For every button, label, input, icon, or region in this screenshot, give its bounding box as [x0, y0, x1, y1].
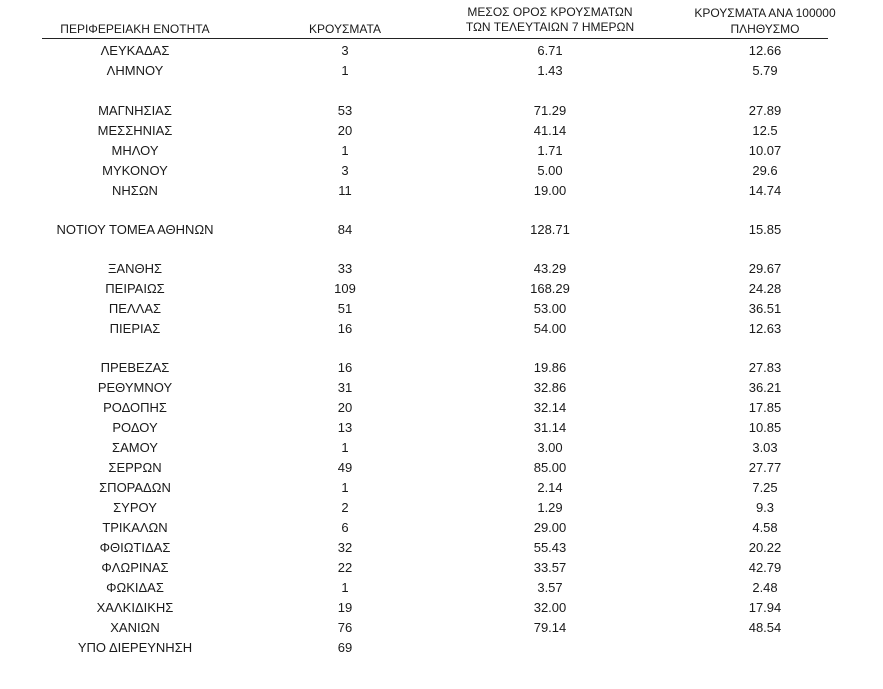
avg-cell: 1.71: [537, 143, 563, 158]
header-rule: [42, 38, 828, 39]
header-region: ΠΕΡΙΦΕΡΕΙΑΚΗ ΕΝΟΤΗΤΑ: [60, 22, 210, 36]
per100k-cell: 3.03: [752, 440, 778, 455]
table-row: [0, 141, 883, 161]
avg-cell: 53.00: [533, 301, 567, 316]
cases-cell: 51: [337, 301, 353, 316]
region-cell: ΜΑΓΝΗΣΙΑΣ: [98, 103, 172, 118]
table-row: [0, 101, 883, 121]
region-cell: ΝΗΣΩΝ: [112, 183, 158, 198]
avg-cell: 79.14: [533, 620, 567, 635]
region-cell: ΠΕΛΛΑΣ: [108, 301, 162, 316]
avg-cell: 32.86: [533, 380, 567, 395]
cases-cell: 84: [337, 222, 353, 237]
per100k-cell: 27.77: [748, 460, 782, 475]
table-row: [0, 220, 883, 240]
cases-cell: 1: [341, 580, 349, 595]
cases-cell: 20: [337, 400, 353, 415]
per100k-cell: 9.3: [755, 500, 775, 515]
region-cell: ΦΘΙΩΤΙΔΑΣ: [99, 540, 171, 555]
avg-cell: 55.43: [533, 540, 567, 555]
region-cell: ΠΕΙΡΑΙΩΣ: [105, 281, 165, 296]
avg-cell: 168.29: [530, 281, 570, 296]
per100k-cell: 5.79: [752, 63, 778, 78]
region-cell: ΠΙΕΡΙΑΣ: [109, 321, 161, 336]
avg-cell: 43.29: [533, 261, 567, 276]
per100k-cell: 36.51: [748, 301, 782, 316]
table-row: [0, 358, 883, 378]
region-cell: ΣΠΟΡΑΔΩΝ: [99, 480, 171, 495]
cases-cell: 22: [337, 560, 353, 575]
cases-cell: 32: [337, 540, 353, 555]
table-row: [0, 299, 883, 319]
cases-cell: 3: [341, 163, 349, 178]
avg-cell: 1.43: [537, 63, 563, 78]
table-row: [0, 478, 883, 498]
table-row: [0, 538, 883, 558]
table-row: [0, 458, 883, 478]
avg-cell: 31.14: [533, 420, 567, 435]
cases-cell: 53: [337, 103, 353, 118]
region-cell: ΣΥΡΟΥ: [113, 500, 157, 515]
region-cell: ΦΛΩΡΙΝΑΣ: [101, 560, 169, 575]
region-cell: ΥΠΟ ΔΙΕΡΕΥΝΗΣΗ: [77, 640, 193, 655]
cases-cell: 1: [341, 440, 349, 455]
table-row: [0, 259, 883, 279]
table-row: [0, 518, 883, 538]
cases-cell: 16: [337, 360, 353, 375]
table-row: [0, 181, 883, 201]
per100k-cell: 2.48: [752, 580, 778, 595]
per100k-cell: 27.83: [748, 360, 782, 375]
table-row: [0, 378, 883, 398]
cases-cell: 11: [338, 183, 352, 198]
per100k-cell: 20.22: [748, 540, 782, 555]
avg-cell: 19.86: [533, 360, 567, 375]
avg-cell: 1.29: [537, 500, 563, 515]
header-per100k-line2: ΠΛΗΘΥΣΜΟ: [730, 22, 800, 36]
header-avg-line2: ΤΩΝ ΤΕΛΕΥΤΑΙΩΝ 7 ΗΜΕΡΩΝ: [465, 20, 635, 34]
per100k-cell: 42.79: [748, 560, 782, 575]
region-cell: ΡΟΔΟΥ: [112, 420, 158, 435]
table-row: [0, 319, 883, 339]
region-cell: ΜΥΚΟΝΟΥ: [102, 163, 168, 178]
region-cell: ΛΗΜΝΟΥ: [106, 63, 164, 78]
region-cell: ΧΑΛΚΙΔΙΚΗΣ: [96, 600, 174, 615]
avg-cell: 3.00: [537, 440, 563, 455]
region-cell: ΜΗΛΟΥ: [111, 143, 159, 158]
per100k-cell: 15.85: [748, 222, 782, 237]
cases-cell: 49: [337, 460, 353, 475]
per100k-cell: 12.63: [748, 321, 782, 336]
avg-cell: 41.14: [533, 123, 567, 138]
table-row: [0, 498, 883, 518]
table-row: [0, 558, 883, 578]
header-per100k-line1: ΚΡΟΥΣΜΑΤΑ ΑΝΑ 100000: [694, 6, 836, 20]
avg-cell: 2.14: [537, 480, 563, 495]
region-cell: ΣΑΜΟΥ: [112, 440, 158, 455]
cases-cell: 3: [341, 43, 349, 58]
region-cell: ΦΩΚΙΔΑΣ: [106, 580, 164, 595]
cases-cell: 13: [337, 420, 353, 435]
cases-cell: 1: [341, 143, 349, 158]
table-row: [0, 578, 883, 598]
region-cell: ΡΟΔΟΠΗΣ: [103, 400, 167, 415]
per100k-cell: 27.89: [748, 103, 782, 118]
table-header: [0, 0, 883, 44]
region-cell: ΠΡΕΒΕΖΑΣ: [100, 360, 170, 375]
cases-cell: 16: [337, 321, 353, 336]
table-row: [0, 279, 883, 299]
per100k-cell: 17.85: [748, 400, 782, 415]
per100k-cell: 14.74: [748, 183, 782, 198]
avg-cell: 32.00: [533, 600, 567, 615]
table-row: [0, 618, 883, 638]
region-cell: ΜΕΣΣΗΝΙΑΣ: [97, 123, 173, 138]
avg-cell: 19.00: [533, 183, 567, 198]
region-cell: ΤΡΙΚΑΛΩΝ: [102, 520, 168, 535]
region-cell: ΞΑΝΘΗΣ: [107, 261, 163, 276]
cases-cell: 1: [341, 480, 349, 495]
cases-cell: 109: [334, 281, 356, 296]
per100k-cell: 48.54: [748, 620, 782, 635]
header-avg-line1: ΜΕΣΟΣ ΟΡΟΣ ΚΡΟΥΣΜΑΤΩΝ: [467, 5, 633, 19]
table-row: [0, 41, 883, 61]
table-row: [0, 61, 883, 81]
avg-cell: 33.57: [533, 560, 567, 575]
per100k-cell: 36.21: [748, 380, 782, 395]
table-row: [0, 638, 883, 658]
avg-cell: 6.71: [537, 43, 563, 58]
per100k-cell: 29.67: [748, 261, 782, 276]
per100k-cell: 10.85: [748, 420, 782, 435]
avg-cell: 29.00: [533, 520, 567, 535]
avg-cell: 71.29: [533, 103, 567, 118]
per100k-cell: 4.58: [752, 520, 778, 535]
cases-cell: 76: [337, 620, 353, 635]
cases-cell: 31: [337, 380, 353, 395]
per100k-cell: 7.25: [752, 480, 778, 495]
cases-cell: 33: [337, 261, 353, 276]
cases-cell: 6: [341, 520, 349, 535]
per100k-cell: 17.94: [748, 600, 782, 615]
per100k-cell: 24.28: [748, 281, 782, 296]
region-cell: ΡΕΘΥΜΝΟΥ: [97, 380, 173, 395]
avg-cell: 128.71: [530, 222, 570, 237]
per100k-cell: 12.5: [752, 123, 778, 138]
avg-cell: 3.57: [537, 580, 563, 595]
table-row: [0, 161, 883, 181]
cases-cell: 20: [337, 123, 353, 138]
cases-cell: 69: [337, 640, 353, 655]
avg-cell: 85.00: [533, 460, 567, 475]
table-row: [0, 121, 883, 141]
avg-cell: 5.00: [537, 163, 563, 178]
table-row: [0, 398, 883, 418]
header-cases: ΚΡΟΥΣΜΑΤΑ: [309, 22, 381, 36]
cases-cell: 19: [337, 600, 353, 615]
table-row: [0, 418, 883, 438]
cases-cell: 2: [341, 500, 349, 515]
region-cell: ΧΑΝΙΩΝ: [110, 620, 160, 635]
per100k-cell: 10.07: [748, 143, 782, 158]
per100k-cell: 12.66: [748, 43, 782, 58]
region-cell: ΣΕΡΡΩΝ: [108, 460, 162, 475]
cases-cell: 1: [341, 63, 349, 78]
region-cell: ΛΕΥΚΑΔΑΣ: [100, 43, 170, 58]
avg-cell: 32.14: [533, 400, 567, 415]
avg-cell: 54.00: [533, 321, 567, 336]
table-row: [0, 438, 883, 458]
table-row: [0, 598, 883, 618]
region-cell: ΝΟΤΙΟΥ ΤΟΜΕΑ ΑΘΗΝΩΝ: [56, 222, 214, 237]
per100k-cell: 29.6: [752, 163, 778, 178]
